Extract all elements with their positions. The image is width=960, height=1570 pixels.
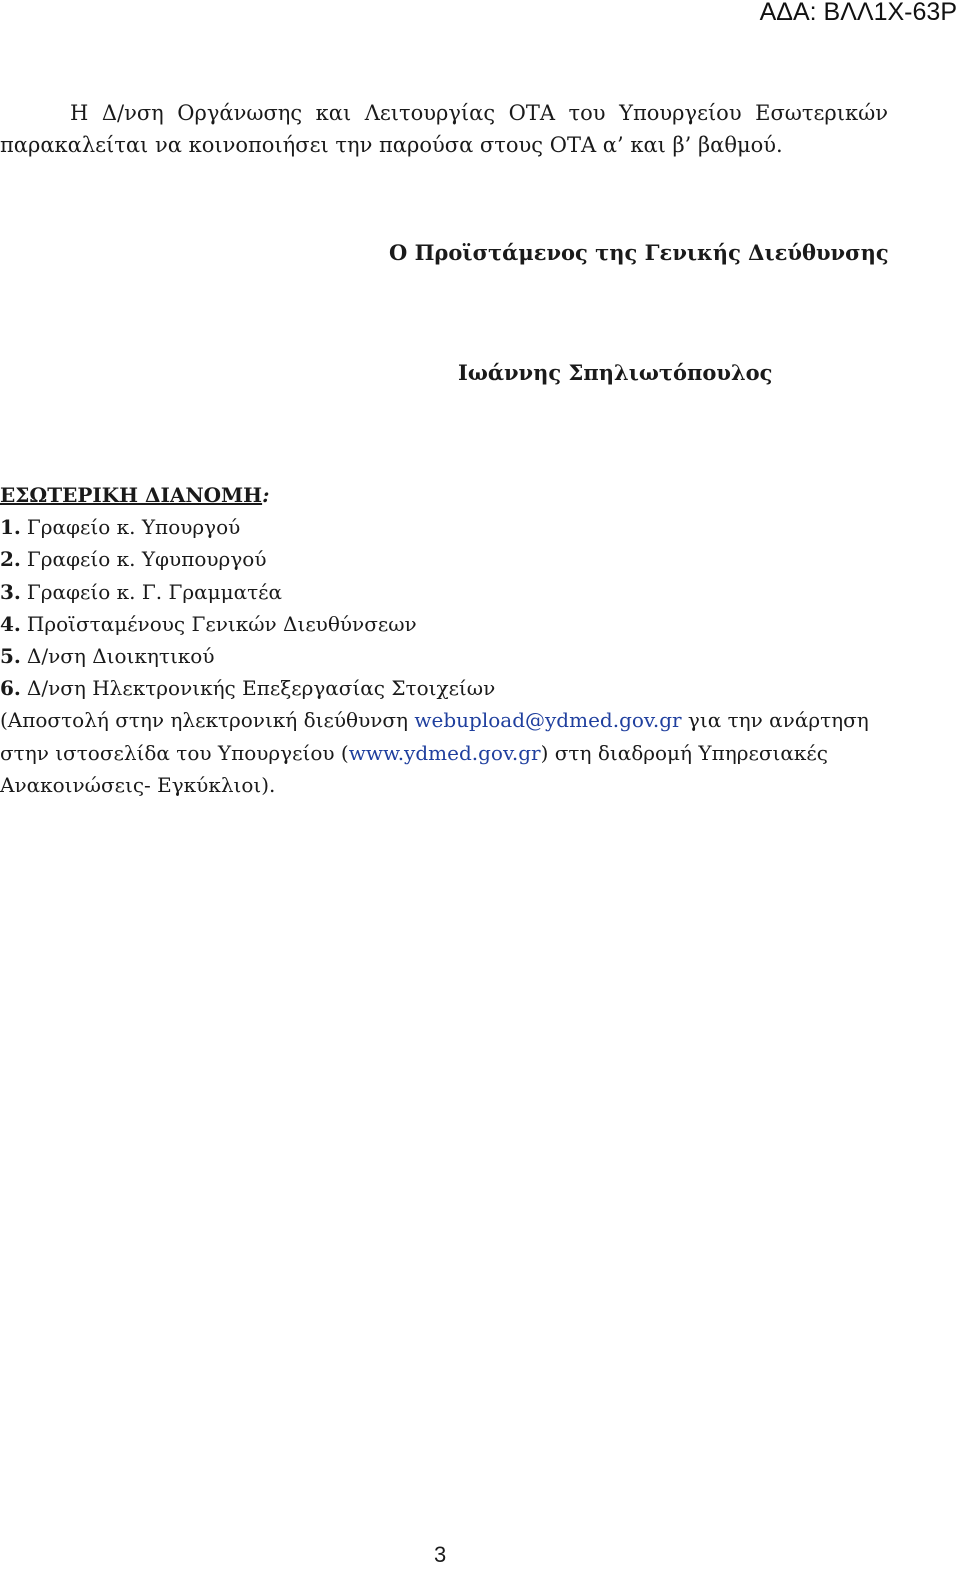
distribution-item-text: Δ/νση Διοικητικού bbox=[26, 644, 215, 669]
note-text-4: ) στη διαδρομή Υπηρεσιακές bbox=[540, 740, 828, 765]
intro-paragraph bbox=[0, 97, 888, 161]
email-link[interactable]: webupload@ydmed.gov.gr bbox=[414, 708, 682, 733]
distribution-item bbox=[0, 543, 900, 575]
page-number: 3 bbox=[434, 1542, 447, 1567]
distribution-heading bbox=[0, 479, 900, 511]
intro-line-1: Η Δ/νση Οργάνωσης και Λειτουργίας ΟΤΑ του Υπουργείου Εσωτερικών bbox=[70, 101, 888, 125]
intro-line-2: παρακαλείται να κοινοποιήσει την παρούσα στους ΟΤΑ α’ και β’ βαθμού. bbox=[0, 133, 783, 157]
distribution-item bbox=[0, 511, 900, 543]
distribution-item bbox=[0, 608, 900, 640]
internal-distribution bbox=[0, 479, 900, 801]
upload-note bbox=[0, 704, 900, 801]
distribution-item-text: Γραφείο κ. Υπουργού bbox=[26, 515, 241, 540]
distribution-item-number: 3. bbox=[0, 579, 21, 604]
distribution-heading-text: ΕΣΩΤΕΡΙΚΗ ΔΙΑΝΟΜΗ bbox=[0, 483, 263, 507]
distribution-item-number: 5. bbox=[0, 644, 21, 669]
note-text-2: για την ανάρτηση bbox=[681, 708, 869, 733]
distribution-item bbox=[0, 672, 900, 704]
distribution-item-number: 2. bbox=[0, 547, 21, 572]
distribution-item-text: Γραφείο κ. Υφυπουργού bbox=[26, 547, 267, 572]
distribution-item-text: Γραφείο κ. Γ. Γραμματέα bbox=[26, 579, 283, 604]
distribution-item bbox=[0, 640, 900, 672]
distribution-heading-colon: : bbox=[262, 483, 270, 507]
note-text-5: Ανακοινώσεις- Εγκύκλιοι). bbox=[0, 772, 276, 797]
distribution-item-number: 4. bbox=[0, 611, 21, 636]
signer-name: Ιωάννης Σπηλιωτόπουλος bbox=[458, 360, 773, 385]
note-text-1: (Αποστολή στην ηλεκτρονική διεύθυνση bbox=[0, 708, 415, 733]
distribution-item-number: 1. bbox=[0, 515, 21, 540]
distribution-item bbox=[0, 576, 900, 608]
signer-title: Ο Προϊστάμενος της Γενικής Διεύθυνσης bbox=[389, 240, 889, 265]
note-text-3: στην ιστοσελίδα του Υπουργείου ( bbox=[0, 740, 349, 765]
distribution-item-text: Δ/νση Ηλεκτρονικής Επεξεργασίας Στοιχείων bbox=[26, 676, 496, 701]
distribution-list bbox=[0, 511, 900, 704]
ada-code: ΑΔΑ: ΒΛΛ1Χ-63Ρ bbox=[759, 0, 957, 26]
distribution-item-number: 6. bbox=[0, 676, 21, 701]
website-link[interactable]: www.ydmed.gov.gr bbox=[348, 740, 541, 765]
distribution-item-text: Προϊσταμένους Γενικών Διευθύνσεων bbox=[26, 611, 417, 636]
